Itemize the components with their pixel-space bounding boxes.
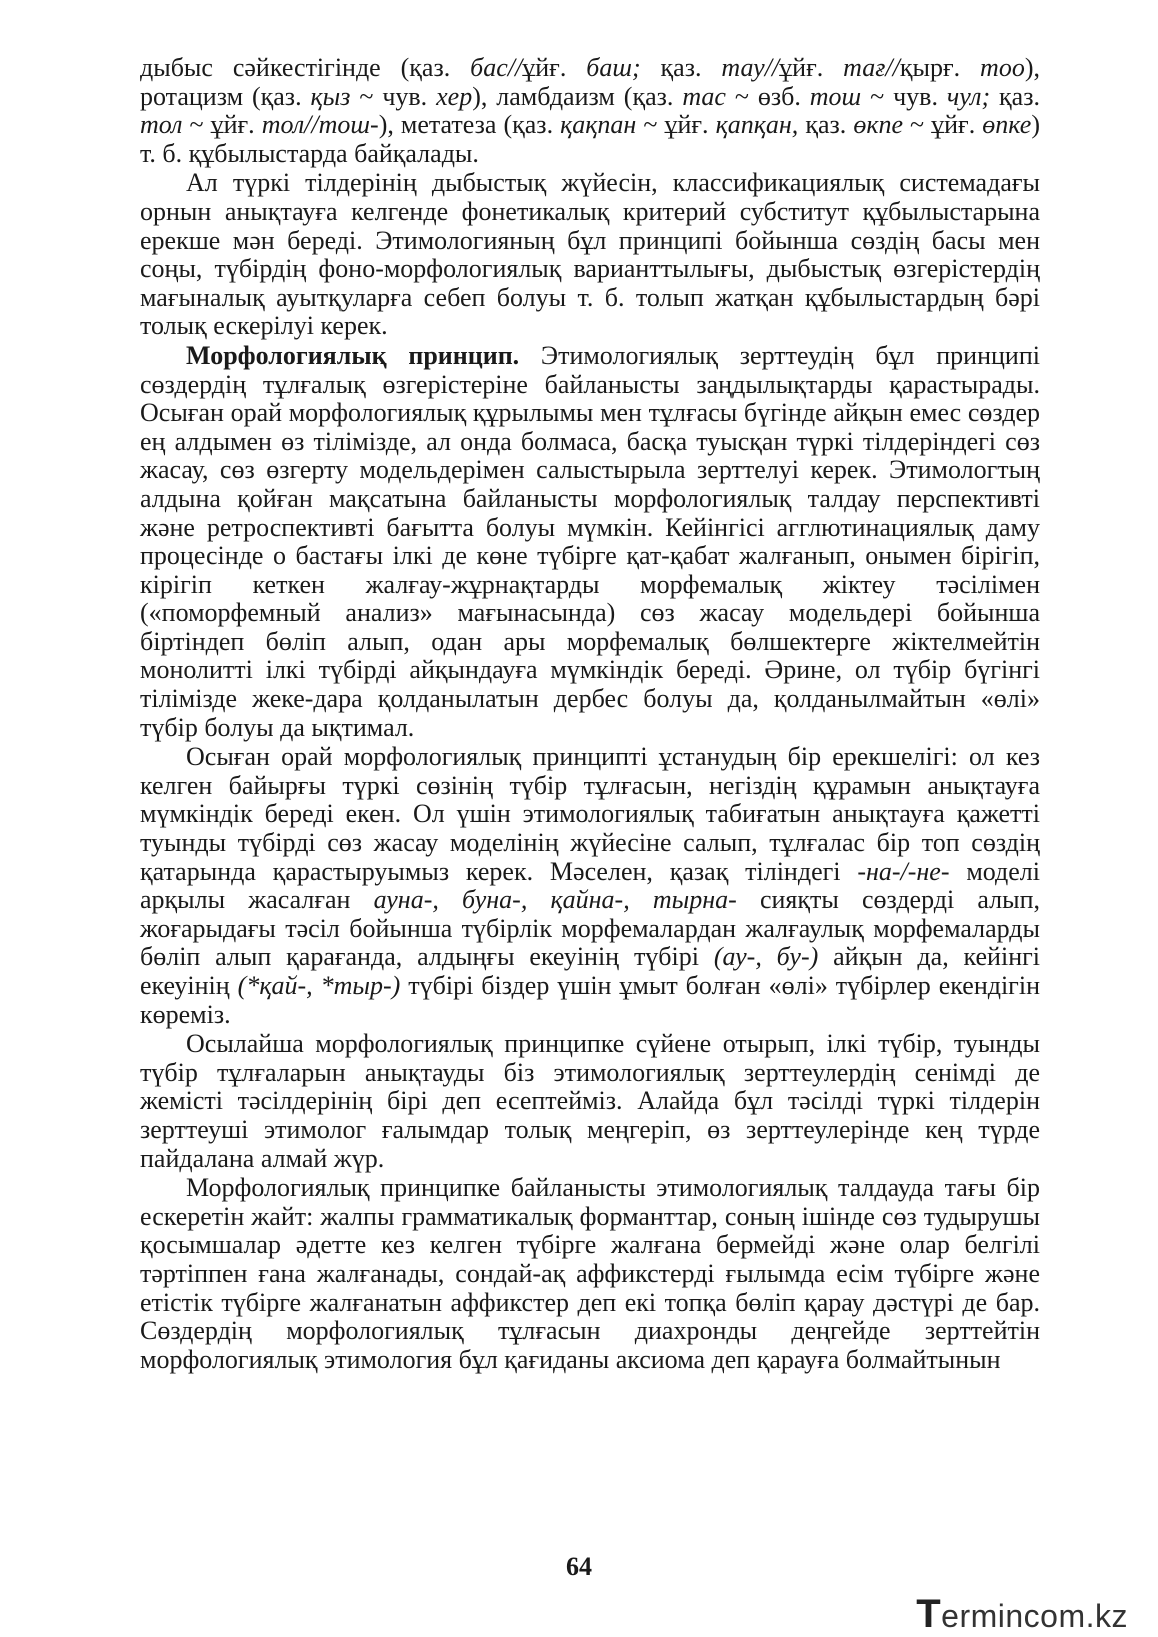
example-word: өпке xyxy=(982,110,1032,140)
text-run: сияқты сөздерді алып, жоғарыдағы тәсіл бойынша түбірлік морфемалардан жалғаулық морфемаларды бөліп алып қарағанда, алдыңғы екеуінің түбірі xyxy=(140,885,1040,972)
text-run: ), ротацизм (қаз. xyxy=(140,53,1040,111)
text-run: ұйғ. xyxy=(522,53,587,82)
watermark-logo xyxy=(916,1592,1128,1637)
paragraph xyxy=(140,743,1040,1029)
text-run: қырғ. xyxy=(899,53,981,82)
text-run: ұйғ. xyxy=(779,53,844,82)
example-word: ауна-, буна-, қайна-, тырна- xyxy=(373,885,737,915)
example-word: чул; xyxy=(946,81,991,111)
text-run: қаз. xyxy=(640,53,722,82)
example-word: (ау-, бу-) xyxy=(713,942,819,972)
page-number: 64 xyxy=(566,1552,592,1581)
text-run: айқын да, кейінгі екеуінің xyxy=(140,942,1040,1000)
example-word: хер xyxy=(436,81,473,111)
example-word: тау// xyxy=(721,53,780,82)
body-text xyxy=(140,54,1040,1374)
example-word: өкпе xyxy=(853,110,904,140)
text-run: ~ ұйғ. xyxy=(903,110,983,140)
example-word: бас// xyxy=(470,53,523,82)
example-word: тол//тош- xyxy=(261,110,379,140)
example-word: -на-/-не- xyxy=(857,856,950,886)
text-run: ~ чув. xyxy=(861,81,947,111)
example-word: тош xyxy=(809,81,862,111)
text-run: қаз. xyxy=(990,81,1040,111)
example-word: баш; xyxy=(586,53,641,82)
paragraph xyxy=(140,54,1040,168)
watermark-logo-text: ermincom.kz xyxy=(941,1598,1128,1634)
example-word: тас xyxy=(682,81,726,111)
paragraph xyxy=(140,169,1040,341)
paragraph xyxy=(140,342,1040,742)
text-run: түбірі біздер үшін ұмыт болған «өлі» түбірлер екендігін көреміз. xyxy=(140,971,1040,1029)
paragraph xyxy=(140,1174,1040,1374)
text-run: ~ ұйғ. xyxy=(636,110,716,140)
example-word: тоо xyxy=(980,53,1025,82)
text-run: ~ өзб. xyxy=(725,81,810,111)
text-run: Этимологиялық зерттеудің бұл принципі сөздердің тұлғалық өзгерістеріне байланысты заңдылықтарды қарастырады. Осыған орай морфологиялық құрылымы мен тұлғасы бүгінде айқын емес сөздер ең алдымен өз тілімізде, ал онда болмаса, басқа туысқан түркі тілдеріндегі сөз жасау, сөз өзгерту модельдерімен салыстырыла зерттелуі керек. Этимологтың алдына қойған мақсатына байланысты морфологиялық талдау перспективті және ретроспективті бағытта болуы мүмкін. Кейінгісі агглютинациялық даму процесінде о бастағы ілкі де көне түбірге қат-қабат жалғанып, онымен бірігіп, кірігіп кеткен жалғау-жұрнақтарды морфемалық жіктеу тәсілімен («поморфемный анализ» мағынасында) сөз жасау модельдері бойынша біртіндеп бөліп алып, одан ары морфемалық бөлшектерге жіктелмейтін монолитті ілкі түбірді айқындауға мүмкіндік береді. Әрине, ол түбір бүгінгі тілімізде жеке-дара қолданылатын дербес болуы да, қолданылмайтын «өлі» түбір болуы да ықтимал. xyxy=(140,340,1040,742)
example-word: қыз xyxy=(310,81,351,111)
text-run: ) т. б. құбылыстарда байқалады. xyxy=(140,110,1040,168)
text-run: ), ламбдаизм (қаз. xyxy=(472,81,683,111)
example-word: тол xyxy=(140,110,183,140)
text-run: ), метатеза (қаз. xyxy=(378,110,561,140)
example-word: (*қай-, *тыр-) xyxy=(237,971,401,1000)
text-run: Морфологиялық принципке байланысты этимологиялық талдауда тағы бір ескеретін жайт: жалпы грамматикалық форманттар, соның ішінде сөз тудырушы қосымшалар әдетте кез келген түбірге жалғана бермейді және олар белгілі тәртіппен ғана жалғанады, сондай-ақ аффикстерді ғылымда есім түбірге және етістік түбірге жалғанатын аффикстер деп екі топқа бөліп қарау дәстүрі де бар. Сөздердің морфологиялық тұлғасын диахронды деңгейде зерттейтін морфологиялық этимология бұл қағиданы аксиома деп қарауға болмайтынын xyxy=(140,1173,1040,1374)
text-run: Осыған орай морфологиялық принципті ұстанудың бір ерекшелігі: ол кез келген байырғы түркі сөзінің түбір тұлғасын, негіздің құрамын анықтауға мүмкіндік береді екен. Ол үшін этимологиялық табиғатын анықтауға қажетті туынды түбірді сөз жасау моделінің жүйесіне салып, тұлғалас бір топ сөздің қатарында қарастыруымыз керек. Мәселен, қазақ тіліндегі xyxy=(140,742,1040,886)
text-run: қаз. xyxy=(798,110,854,140)
text-run: Осылайша морфологиялық принципке сүйене отырып, ілкі түбір, туынды түбір тұлғаларын анықтауды біз этимологиялық зерттеулердің сенімді де жемісті тәсілдерінің бірі деп есептейміз. Алайда бұл тәсілді түркі тілдерін зерттеуші этимолог ғалымдар толық меңгеріп, өз зерттеулерінде кең түрде пайдалана алмай жүр. xyxy=(140,1029,1040,1173)
example-word: қапқан, xyxy=(715,110,799,140)
paragraph xyxy=(140,1030,1040,1173)
text-run: дыбыс сәйкестігінде (қаз. xyxy=(140,53,471,82)
example-word: қақпан xyxy=(560,110,637,140)
example-word: тағ// xyxy=(843,53,900,82)
text-run: моделі арқылы жасалған xyxy=(140,856,1041,915)
text-run: ~ чув. xyxy=(350,81,437,111)
text-run: ~ ұйғ. xyxy=(182,110,262,140)
text-run: Ал түркі тілдерінің дыбыстық жүйесін, классификациялық системадағы орнын анықтауға келгенде фонетикалық критерий субститут құбылыстарына ерекше мән береді. Этимологияның бұл принципі бойынша сөздің басы мен соңы, түбірдің фоно-морфологиялық варианттылығы, дыбыстық өзгерістердің мағыналық ауытқуларға себеп болуы т. б. толып жатқан құбылыстардың бәрі толық ескерілуі керек. xyxy=(140,168,1040,341)
watermark-logo-letter: T xyxy=(916,1592,942,1636)
section-heading: Морфологиялық принцип. xyxy=(186,340,520,370)
